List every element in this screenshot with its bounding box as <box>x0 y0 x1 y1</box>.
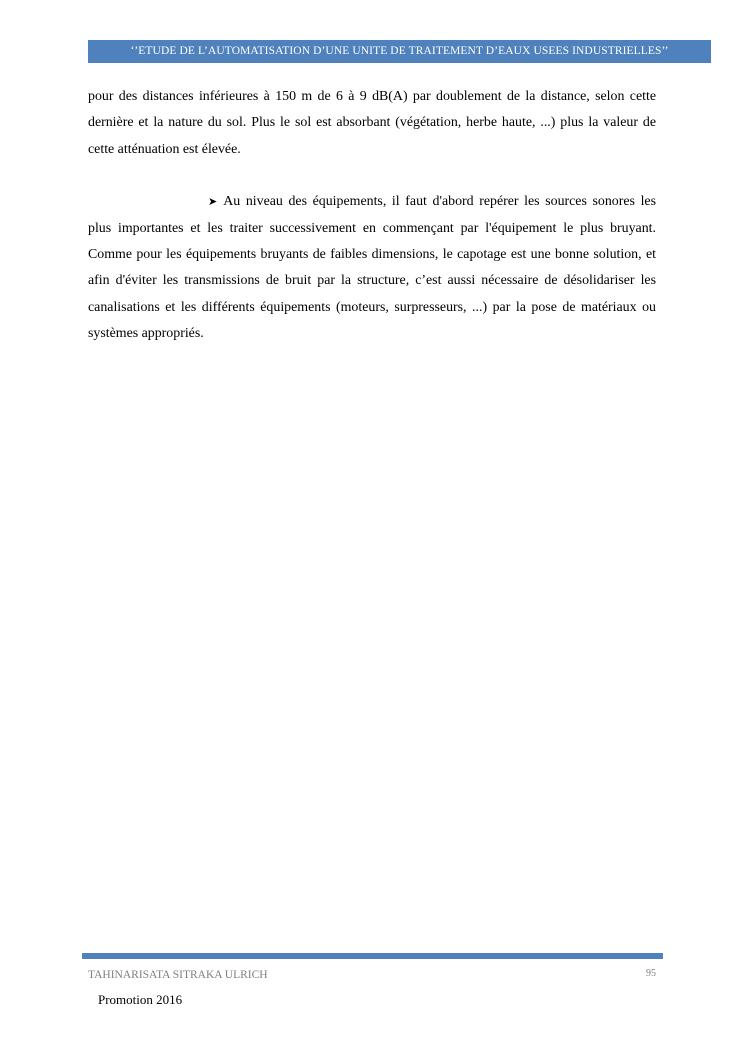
paragraph-2 <box>88 189 656 347</box>
page-number: 95 <box>646 968 656 979</box>
paragraph-2-text: Au niveau des équipements, il faut d'abord repérer les sources sonores les plus importantes et les traiter successivement en commençant par l'équipement le plus bruyant. Comme pour les équipements bruyants de faibles dimensions, le capotage est une bonne solution, et afin d'éviter les transmissions de bruit par la structure, c’est aussi nécessaire de désolidariser les canalisations et les différents équipements (moteurs, surpresseurs, ...) par la pose de matériaux ou systèmes appropriés. <box>88 194 656 342</box>
header-title: ‘’ETUDE DE L’AUTOMATISATION D’UNE UNITE DE TRAITEMENT D’EAUX USEES INDUSTRIELLES’’ <box>130 45 669 57</box>
arrowhead-bullet-icon: ➤ <box>208 195 218 209</box>
body-text <box>88 84 656 348</box>
page-header <box>88 40 711 63</box>
footer-promotion: Promotion 2016 <box>98 992 183 1007</box>
footer-rule <box>82 953 663 959</box>
footer-author: TAHINARISATA SITRAKA ULRICH <box>88 969 268 981</box>
paragraph-1: pour des distances inférieures à 150 m de 6 à 9 dB(A) par doublement de la distance, selon cette dernière et la nature du sol. Plus le sol est absorbant (végétation, herbe haute, ...) plus la valeur de cette atténuation est élevée. <box>88 89 656 157</box>
